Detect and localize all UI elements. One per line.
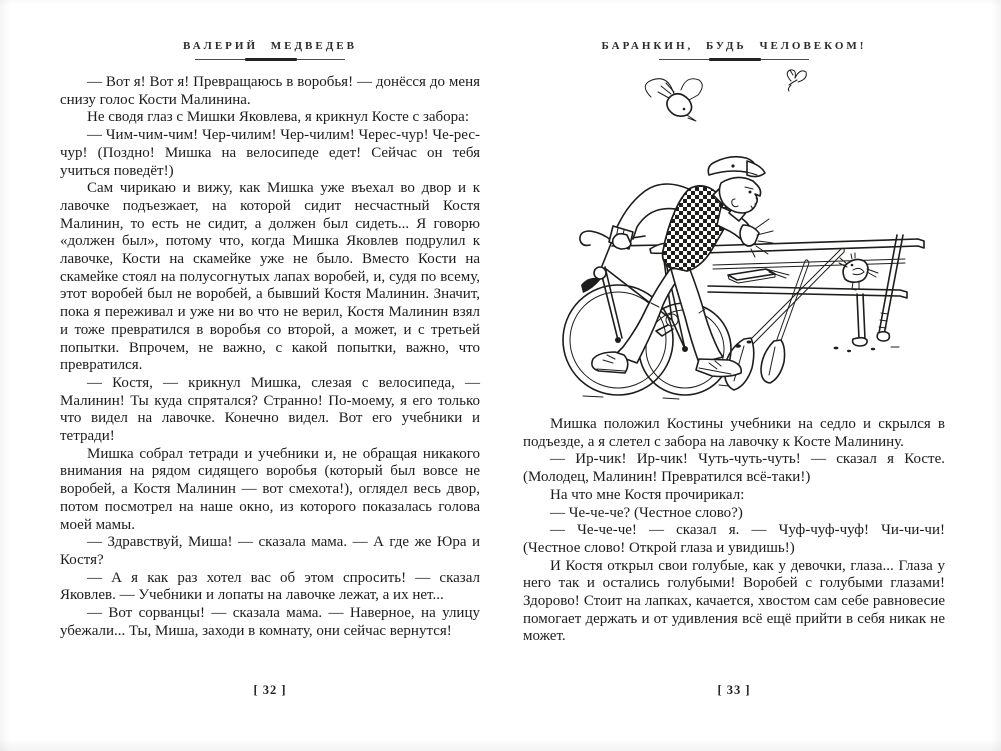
paragraph: — Ир-чик! Ир-чик! Чуть-чуть-чуть! — сказал я Косте. (Молодец, Малинин! Превратился всё-таки!) [523, 451, 945, 486]
page-number: [ 32 ] [253, 683, 287, 697]
paragraph: — Вот я! Вот я! Превращаюсь в воробья! — донёсся до меня снизу голос Кости Малинина. [60, 74, 480, 108]
head-ornament [195, 58, 345, 61]
paragraph: — Чим-чим-чим! Чер-чилим! Чер-чилим! Черес-чур! Че-рес-чур! (Поздно! Мишка на велосипеде едет! Сейчас он тебя учиться поведёт!) [60, 127, 480, 179]
books-icon [728, 269, 789, 283]
running-head-title: БАРАНКИН, БУДЬ ЧЕЛОВЕКОМ! [601, 40, 867, 52]
running-head-author: ВАЛЕРИЙ МЕДВЕДЕВ [183, 40, 357, 52]
sparrow-on-bench-icon [839, 253, 878, 290]
paragraph: Не сводя глаз с Мишки Яковлева, я крикнул Косте с забора: [87, 109, 469, 126]
body-text [60, 74, 480, 641]
paragraph: — Костя, — крикнул Мишка, слезая с велосипеда, — Малинин! Ты куда спрятался? Странно! По-моему, я его только что видел на лавочке. Конечно видел. Вот его учебники и тетради! [60, 374, 480, 445]
bench-icon [703, 235, 924, 352]
butterfly-icon [787, 70, 806, 91]
paragraph: — Че-че-че! — сказал я. — Чуф-чуф-чуф! Чи-чи-чи! (Честное слово! Открой глаза и увидишь!) [523, 522, 945, 556]
ornament-thick-line [245, 58, 297, 61]
paragraph: — А я как раз хотел вас об этом спросить! — сказал Яковлев. — Учебники и лопаты на лавочке лежат, а их нет... [60, 569, 480, 604]
paragraph: И Костя открыл свои голубые, как у девочки, глаза... Глаза у него так и остались голубыми! Воробей с голубыми глазами! Здорово! Стоит на лапках, качается, хвостом сам себе равновесие помогает держать и от удивления всё ещё прийти в себя никак не может. [523, 557, 945, 645]
page-left [60, 40, 480, 720]
head-ornament [659, 58, 809, 61]
ornament-thick-line [709, 58, 761, 61]
paragraph: — Че-че-че? (Честное слово?) [550, 504, 743, 521]
paragraph: — Здравствуй, Миша! — сказала мама. — А где же Юра и Костя? [60, 534, 480, 568]
page-number: [ 33 ] [717, 683, 751, 697]
illustration-boy-bicycle-bench [523, 63, 945, 403]
paragraph: Мишка положил Костины учебники на седло и скрылся в подъезде, а я слетел с забора на лавочку к Косте Малинину. [523, 416, 945, 450]
paragraph: — Вот сорванцы! — сказала мама. — Наверное, на улицу убежали... Ты, Миша, заходи в комнату, они сейчас вернутся! [60, 605, 480, 639]
paragraph: На что мне Костя прочирикал: [550, 486, 745, 503]
paragraph: Сам чирикаю и вижу, как Мишка уже въехал во двор и к лавочке подъезжает, на которой сидит несчастный Костя Малинин, то есть не сидит, а должен был сидеть... Я говорю «должен был», потому что, когда Мишка Яковлев подрулил к лавочке, Кости на скамейке уже не было. Вместо Кости на скамейке стоял на полусогнутых лапах воробей, и, судя по всему, этот воробей был не воробей, а бывший Костя Малинин. Значит, пока я переживал и уже ни во что не верил, Костя Малинин взял и тоже превратился в воробья со второй, а может, и с третьей попытки. Впрочем, не важно, с какой попытки, важно, что превратился. [60, 180, 480, 374]
body-text [523, 416, 945, 646]
flying-sparrow-icon [645, 79, 702, 121]
paragraph: Мишка собрал тетради и учебники и, не обращая никакого внимания на рядом сидящего воробья (который был вовсе не воробей, а Костя Малинин — вот смехота!), оглядел весь двор, потом посмотрел на наше окно, из которого показалась голова моей мамы. [60, 445, 480, 533]
shovels-icon [725, 248, 845, 390]
page-right [523, 40, 945, 720]
